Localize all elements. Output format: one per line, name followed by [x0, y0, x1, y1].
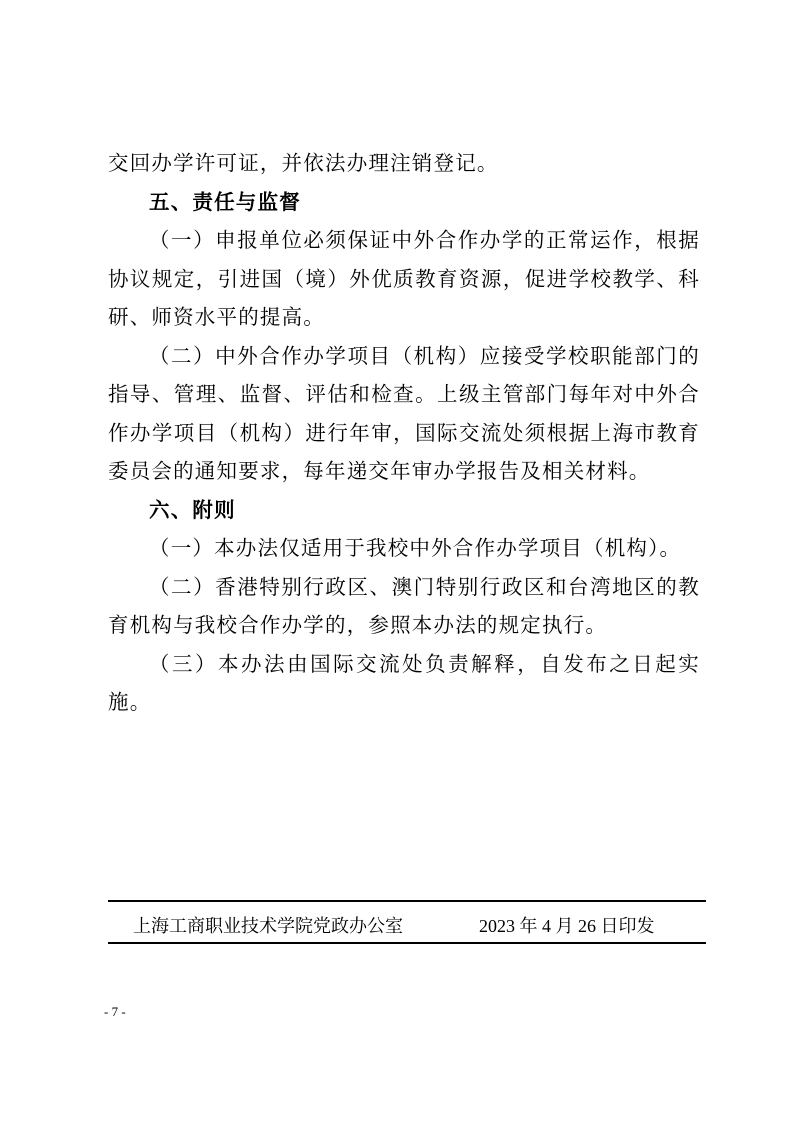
paragraph-5-2: （二）中外合作办学项目（机构）应接受学校职能部门的指导、管理、监督、评估和检查。上级主管部门每年对中外合作办学项目（机构）进行年审，国际交流处须根据上海市教育委员会的通知要求，每年递交年审办学报告及相关材料。	[108, 343, 700, 483]
issue-date: 2023 年 4 月 26 日印发	[479, 916, 655, 936]
page-number: - 7 -	[104, 1004, 126, 1019]
paragraph-5-1: （一）申报单位必须保证中外合作办学的正常运作，根据协议规定，引进国（境）外优质教育资源，促进学校教学、科研、师资水平的提高。	[108, 228, 700, 329]
issuing-office: 上海工商职业技术学院党政办公室	[133, 916, 403, 936]
section-heading-5: 五、责任与监督	[149, 189, 301, 214]
paragraph-6-3: （三）本办法由国际交流处负责解释，自发布之日起实施。	[108, 651, 700, 714]
issuance-footer	[108, 900, 706, 944]
document-body	[108, 144, 700, 722]
paragraph-6-1: （一）本办法仅适用于我校中外合作办学项目（机构）。	[149, 536, 682, 560]
section-heading-6: 六、附则	[149, 497, 236, 522]
paragraph-continuation: 交回办学许可证，并依法办理注销登记。	[108, 151, 499, 175]
paragraph-6-2: （二）香港特别行政区、澳门特别行政区和台湾地区的教育机构与我校合作办学的，参照本办法的规定执行。	[108, 574, 700, 637]
